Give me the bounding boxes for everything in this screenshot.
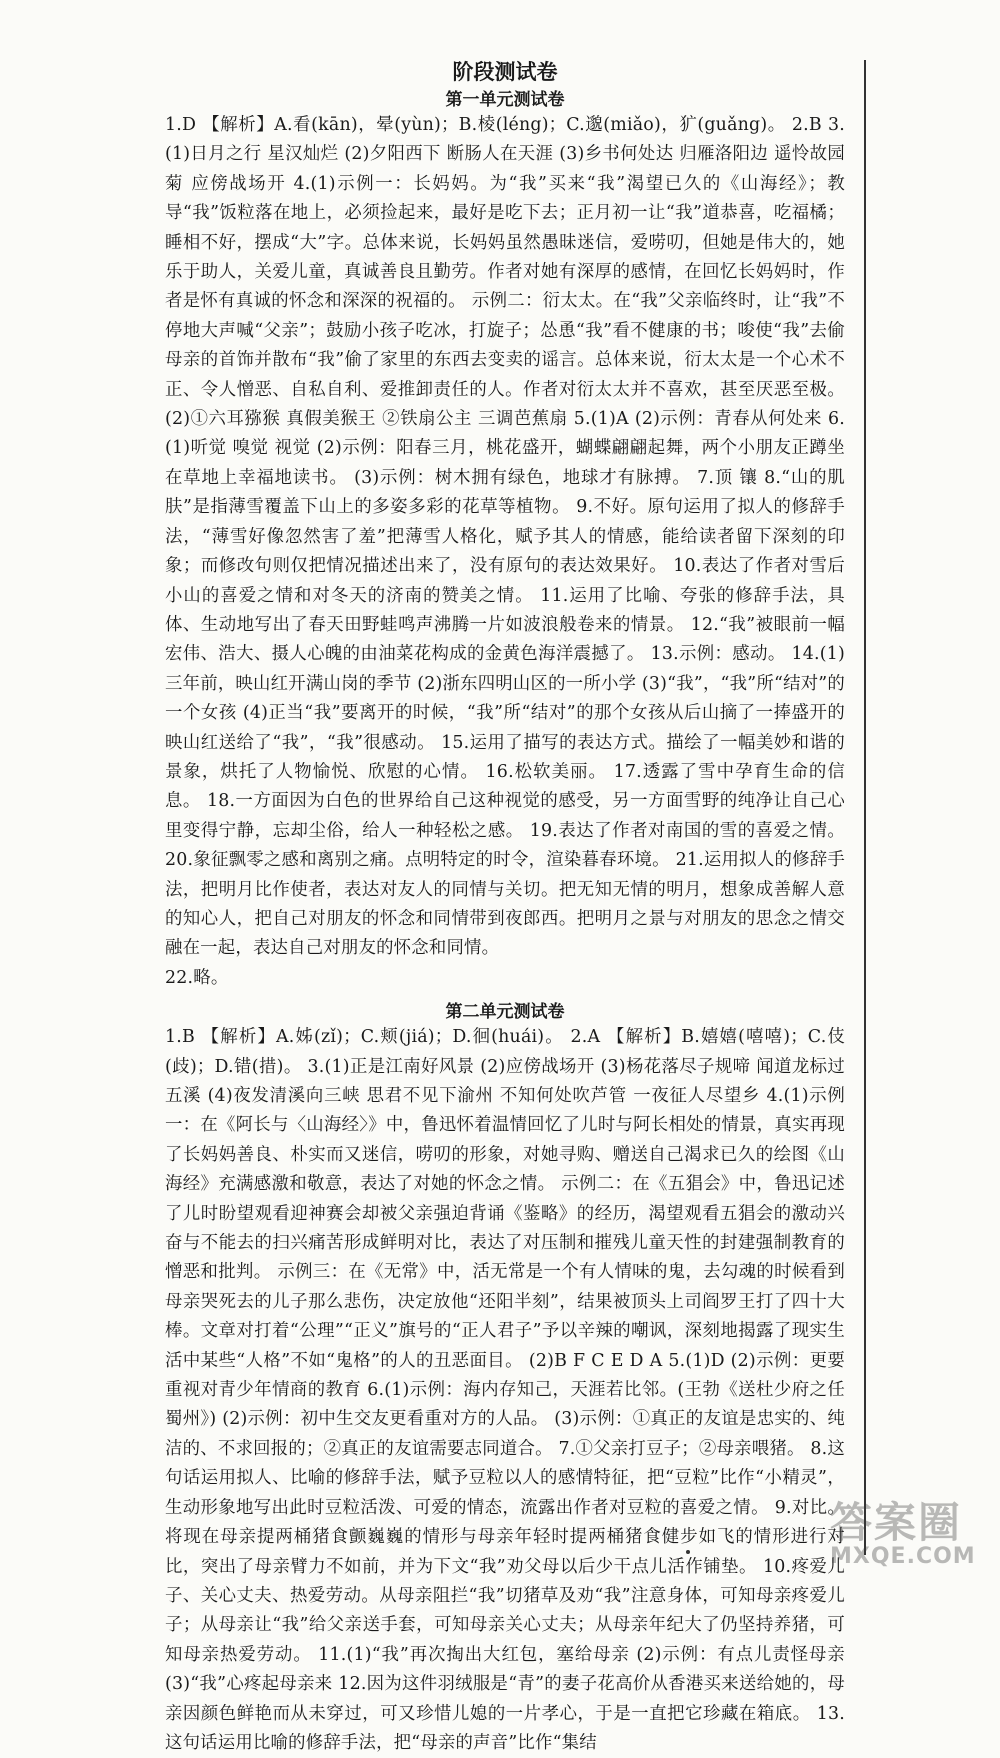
answer-column xyxy=(165,55,845,1758)
watermark-line1: 答案圈 xyxy=(830,1498,963,1547)
unit2-answers: 1.B 【解析】A.姊(zǐ)；C.颊(jiá)；D.徊(huái)。 2.A 【解析】B.嬉嬉(嘻嘻)；C.伎(歧)；D.错(措)。 3.(1)正是江南好风景 (2)应傍战场开 (3)杨花落尽子规啼 闻道龙标过五溪 (4)夜发清溪向三峡 思君不见下渝州 不知何处吹芦管 一夜征人尽望乡 4.(1)示例一：在《阿长与〈山海经〉》中，鲁迅怀着温情回忆了儿时与阿长相处的情景，真实再现了长妈妈善良、朴实而又迷信，唠叨的形象，对她寻购、赠送自己渴求已久的绘图《山海经》充满感激和敬意，表达了对她的怀念之情。 示例二：在《五猖会》中，鲁迅记述了儿时盼望观看迎神赛会却被父亲强迫背诵《鉴略》的经历，渴望观看五猖会的激动兴奋与不能去的扫兴痛苦形成鲜明对比，表达了对压制和摧残儿童天性的封建强制教育的憎恶和批判。 示例三：在《无常》中，活无常是一个有人情味的鬼，去勾魂的时候看到母亲哭死去的儿子那么悲伤，决定放他“还阳半刻”，结果被顶头上司阎罗王打了四十大棒。文章对打着“公理”“正义”旗号的“正人君子”予以辛辣的嘲讽，深刻地揭露了现实生活中某些“人格”不如“鬼格”的人的丑恶面目。 (2)B F C E D A 5.(1)D (2)示例：更要重视对青少年情商的教育 6.(1)示例：海内存知己，天涯若比邻。(王勃《送杜少府之任蜀州》) (2)示例：初中生交友更看重对方的人品。 (3)示例：①真正的友谊是忠实的、纯洁的、不求回报的；②真正的友谊需要志同道合。 7.①父亲打豆子；②母亲喂猪。 8.这句话运用拟人、比喻的修辞手法，赋予豆粒以人的感情特征，把“豆粒”比作“小精灵”，生动形象地写出此时豆粒活泼、可爱的情态，流露出作者对豆粒的喜爱之情。 9.对比。将现在母亲提两桶猪食颤巍巍的情形与母亲年轻时提两桶猪食健步如飞的情形进行对比，突出了母亲臂力不如前，并为下文“我”劝父母以后少干点儿活作铺垫。 10.疼爱儿子、关心丈夫、热爱劳动。从母亲阻拦“我”切猪草及劝“我”注意身体，可知母亲疼爱儿子；从母亲让“我”给父亲送手套，可知母亲关心丈夫；从母亲年纪大了仍坚持养猪，可知母亲热爱劳动。 11.(1)“我”再次掏出大红包，塞给母亲 (2)示例：有点儿责怪母亲 (3)“我”心疼起母亲来 12.因为这件羽绒服是“青”的妻子花高价从香港买来送给她的，母亲因颜色鲜艳而从未穿过，可又珍惜儿媳的一片孝心，于是一直把它珍藏在箱底。 13.这句话运用比喻的修辞手法，把“母亲的声音”比作“集结 xyxy=(165,1027,845,1753)
unit1-answers: 1.D 【解析】A.看(kān)，晕(yùn)；B.棱(léng)；C.邈(miǎo)，犷(guǎng)。 2.B 3.(1)日月之行 星汉灿烂 (2)夕阳西下 断肠人在天涯 (3)乡书何处达 归雁洛阳边 遥怜故园菊 应傍战场开 4.(1)示例一：长妈妈。为“我”买来“我”渴望已久的《山海经》；教导“我”饭粒落在地上，必须捡起来，最好是吃下去；正月初一让“我”道恭喜，吃福橘；睡相不好，摆成“大”字。总体来说，长妈妈虽然愚昧迷信，爱唠叨，但她是伟大的，她乐于助人，关爱儿童，真诚善良且勤劳。作者对她有深厚的感情，在回忆长妈妈时，作者是怀有真诚的怀念和深深的祝福的。 示例二：衍太太。在“我”父亲临终时，让“我”不停地大声喊“父亲”；鼓励小孩子吃冰，打旋子；怂恿“我”看不健康的书；唆使“我”去偷母亲的首饰并散布“我”偷了家里的东西去变卖的谣言。总体来说，衍太太是一个心术不正、令人憎恶、自私自利、爱推卸责任的人。作者对衍太太并不喜欢，甚至厌恶至极。 (2)①六耳猕猴 真假美猴王 ②铁扇公主 三调芭蕉扇 5.(1)A (2)示例：青春从何处来 6.(1)听觉 嗅觉 视觉 (2)示例：阳春三月，桃花盛开，蝴蝶翩翩起舞，两个小朋友正蹲坐在草地上幸福地读书。 (3)示例：树木拥有绿色，地球才有脉搏。 7.顶 镶 8.“山的肌肤”是指薄雪覆盖下山上的多姿多彩的花草等植物。 9.不好。原句运用了拟人的修辞手法，“薄雪好像忽然害了羞”把薄雪人格化，赋予其人的情感，能给读者留下深刻的印象；而修改句则仅把情况描述出来了，没有原句的表达效果好。 10.表达了作者对雪后小山的喜爱之情和对冬天的济南的赞美之情。 11.运用了比喻、夸张的修辞手法，具体、生动地写出了春天田野蛙鸣声沸腾一片如波浪般卷来的情景。 12.“我”被眼前一幅宏伟、浩大、摄人心魄的由油菜花构成的金黄色海洋震撼了。 13.示例：感动。 14.(1)三年前，映山红开满山岗的季节 (2)浙东四明山区的一所小学 (3)“我”，“我”所“结对”的一个女孩 (4)正当“我”要离开的时候，“我”所“结对”的那个女孩从后山摘了一捧盛开的映山红送给了“我”，“我”很感动。 15.运用了描写的表达方式。描绘了一幅美妙和谐的景象，烘托了人物愉悦、欣慰的心情。 16.松软美丽。 17.透露了雪中孕育生命的信息。 18.一方面因为白色的世界给自己这种视觉的感受，另一方面雪野的纯净让自己心里变得宁静，忘却尘俗，给人一种轻松之感。 19.表达了作者对南国的雪的喜爱之情。 20.象征飘零之感和离别之痛。点明特定的时令，渲染暮春环境。 21.运用拟人的修辞手法，把明月比作使者，表达对友人的同情与关切。把无知无情的明月，想象成善解人意的知心人，把自己对朋友的怀念和同情带到夜郎西。把明月之景与对朋友的思念之情交融在一起，表达自己对朋友的怀念和同情。 xyxy=(165,115,845,959)
right-margin-rule xyxy=(864,60,866,1555)
page-title: 阶段测试卷 xyxy=(452,59,558,84)
unit2-heading: 第二单元测试卷 xyxy=(445,1002,565,1023)
watermark-line2: MXQE.COM xyxy=(830,1544,976,1569)
watermark-logo xyxy=(830,1490,980,1569)
unit1-heading: 第一单元测试卷 xyxy=(445,90,565,110)
unit1-last-answer: 22.略。 xyxy=(165,967,229,988)
page-dot xyxy=(686,1550,690,1554)
